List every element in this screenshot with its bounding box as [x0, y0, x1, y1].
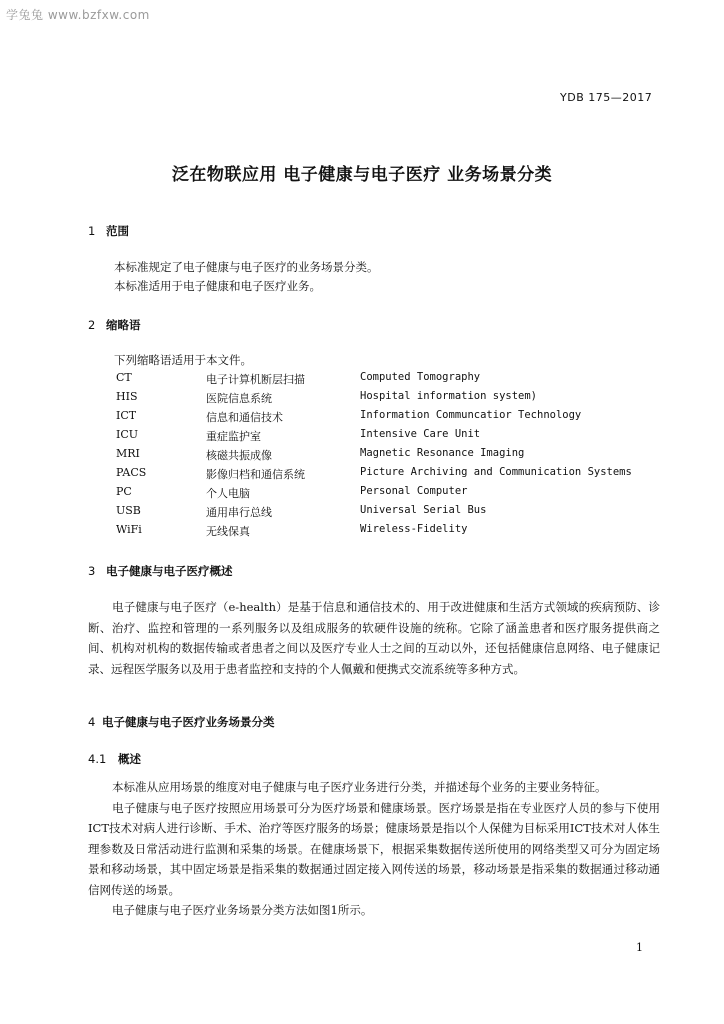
section-2-heading: [88, 317, 141, 333]
paragraph-text: 电子健康与电子医疗业务场景分类方法如图1所示。: [112, 903, 373, 917]
abbr-term: PC: [116, 485, 132, 498]
abbr-chinese: 信息和通信技术: [206, 411, 283, 424]
abbr-chinese: 电子计算机断层扫描: [206, 373, 305, 386]
abbr-term: CT: [116, 371, 132, 384]
abbr-english: Information Communcatior Technology: [360, 409, 582, 421]
paragraph-text: 本标准从应用场景的维度对电子健康与电子医疗业务进行分类，并描述每个业务的主要业务特征。: [112, 780, 607, 794]
section-3-heading: [88, 563, 233, 579]
abbr-english: Magnetic Resonance Imaging: [360, 447, 525, 459]
abbr-term: USB: [116, 504, 141, 517]
standard-number: YDB 175—2017: [560, 91, 653, 104]
abbr-chinese: 核磁共振成像: [206, 449, 272, 462]
section-title: 电子健康与电子医疗业务场景分类: [102, 715, 275, 729]
abbr-chinese: 无线保真: [206, 525, 250, 538]
section-title: 缩略语: [106, 318, 141, 332]
abbr-english: Wireless-Fidelity: [360, 523, 468, 535]
abbr-chinese: 医院信息系统: [206, 392, 272, 405]
overview-text: 电子健康与电子医疗（e-health）是基于信息和通信技术的、用于改进健康和生活方式领域的疾病预防、诊断、治疗、监控和管理的一系列服务以及组成服务的软硬件设施的统称。它除了涵盖患者和医疗服务提供商之间、机构对机构的数据传输或者患者之间以及医疗专业人士之间的互动以外，还包括健康信息网络、电子健康记录、远程医学服务以及用于患者监控和支持的个人佩戴和便携式交流系统等多种方式。: [88, 600, 660, 676]
section-number: 4.1: [88, 752, 107, 766]
scope-line-2: 本标准适用于电子健康和电子医疗业务。: [114, 279, 321, 293]
section-number: 3: [88, 564, 96, 578]
abbreviations-intro: 下列缩略语适用于本文件。: [114, 353, 252, 367]
abbr-term: PACS: [116, 466, 147, 479]
section-1-heading: [88, 223, 129, 239]
abbr-english: Picture Archiving and Communication Systems: [360, 466, 632, 478]
abbr-chinese: 通用串行总线: [206, 506, 272, 519]
abbr-term: MRI: [116, 447, 140, 460]
document-title: 泛在物联应用 电子健康与电子医疗 业务场景分类: [171, 165, 553, 185]
section-title: 范围: [106, 224, 129, 238]
abbr-english: Universal Serial Bus: [360, 504, 487, 516]
section-title: 概述: [118, 752, 141, 766]
abbr-term: WiFi: [116, 523, 142, 536]
section-4-heading: [88, 714, 275, 730]
abbr-english: Hospital information system): [360, 390, 538, 402]
section-number: 4: [88, 715, 96, 729]
page-number: 1: [636, 941, 643, 954]
abbr-term: HIS: [116, 390, 138, 403]
section-number: 1: [88, 224, 96, 238]
section-title: 电子健康与电子医疗概述: [106, 564, 233, 578]
section-4-1-heading: [88, 751, 141, 767]
section-number: 2: [88, 318, 96, 332]
abbr-chinese: 影像归档和通信系统: [206, 468, 305, 481]
abbr-term: ICT: [116, 409, 137, 422]
section-4-1-paragraph-3: [88, 900, 660, 921]
abbr-chinese: 个人电脑: [206, 487, 250, 500]
overview-paragraph: [88, 597, 660, 679]
watermark: 学兔兔 www.bzfxw.com: [6, 8, 150, 22]
abbr-english: Intensive Care Unit: [360, 428, 481, 440]
abbr-chinese: 重症监护室: [206, 430, 261, 443]
abbr-english: Personal Computer: [360, 485, 468, 497]
section-4-1-paragraph-1: [88, 777, 660, 798]
section-4-1-paragraph-2: [88, 798, 660, 901]
section-4-1-body: [88, 777, 660, 921]
abbr-term: ICU: [116, 428, 139, 441]
scope-line-1: 本标准规定了电子健康与电子医疗的业务场景分类。: [114, 260, 379, 274]
paragraph-text: 电子健康与电子医疗按照应用场景可分为医疗场景和健康场景。医疗场景是指在专业医疗人员的参与下使用ICT技术对病人进行诊断、手术、治疗等医疗服务的场景；健康场景是指以个人保健为目标采用ICT技术对人体生理参数及日常活动进行监测和采集的场景。在健康场景下，根据采集数据传送所使用的网络类型又可分为固定场景和移动场景，其中固定场景是指采集的数据通过固定接入网传送的场景，移动场景是指采集的数据通过移动通信网传送的场景。: [88, 800, 660, 897]
abbr-english: Computed Tomography: [360, 371, 481, 383]
